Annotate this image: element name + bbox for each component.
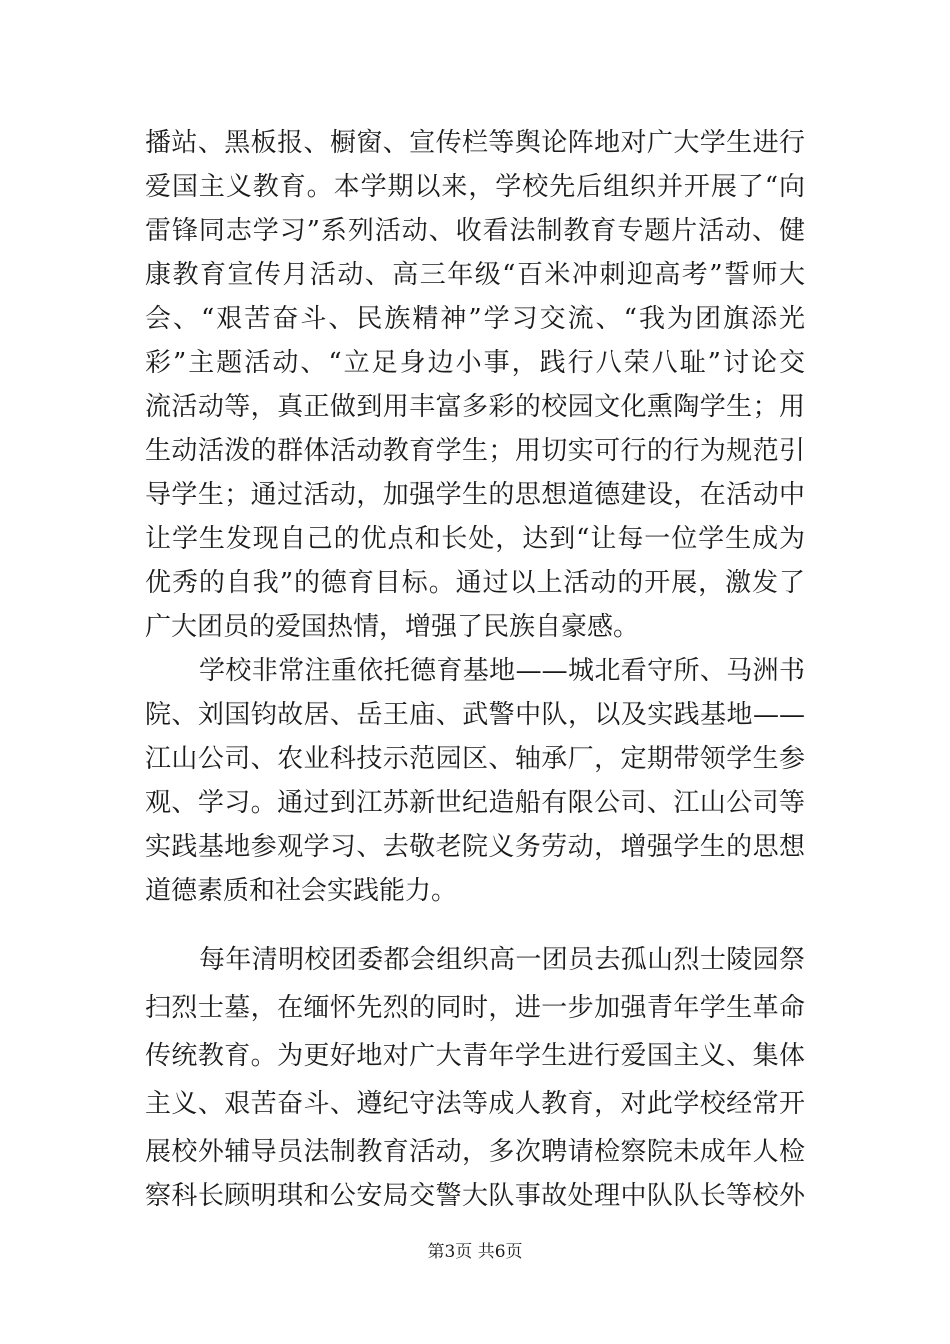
page-number-footer: 第3页 共6页: [427, 1242, 523, 1262]
paragraph-3-line: 每年清明校团委都会组织高一团员去孤山烈士陵园祭: [199, 945, 805, 975]
paragraph-2-line: 道德素质和社会实践能力。: [145, 876, 458, 906]
paragraph-2-line: 江山公司、农业科技示范园区、轴承厂，定期带领学生参: [145, 744, 805, 774]
paragraph-1-line: 流活动等，真正做到用丰富多彩的校园文化熏陶学生；用: [145, 392, 805, 422]
paragraph-2-line: 观、学习。通过到江苏新世纪造船有限公司、江山公司等: [145, 788, 805, 818]
paragraph-3-line: 展校外辅导员法制教育活动，多次聘请检察院未成年人检: [145, 1137, 805, 1167]
paragraph-1-line: 优秀的自我”的德育目标。通过以上活动的开展，激发了: [145, 568, 805, 598]
paragraph-1-line: 播站、黑板报、橱窗、宣传栏等舆论阵地对广大学生进行: [145, 128, 805, 158]
paragraph-1-line: 会、“艰苦奋斗、民族精神”学习交流、“我为团旗添光: [145, 304, 805, 334]
paragraph-1-line: 彩”主题活动、“立足身边小事，践行八荣八耻”讨论交: [145, 348, 805, 378]
paragraph-3-line: 扫烈士墓，在缅怀先烈的同时，进一步加强青年学生革命: [145, 993, 805, 1023]
paragraph-3-line: 察科长顾明琪和公安局交警大队事故处理中队队长等校外: [145, 1181, 805, 1211]
paragraph-1-line: 爱国主义教育。本学期以来，学校先后组织并开展了“向: [145, 172, 805, 202]
paragraph-3-line: 传统教育。为更好地对广大青年学生进行爱国主义、集体: [145, 1041, 805, 1071]
paragraph-1-line: 生动活泼的群体活动教育学生；用切实可行的行为规范引: [145, 436, 805, 466]
paragraph-2-line: 实践基地参观学习、去敬老院义务劳动，增强学生的思想: [145, 832, 805, 862]
paragraph-2-line: 院、刘国钧故居、岳王庙、武警中队，以及实践基地——: [145, 700, 805, 730]
paragraph-1-line: 康教育宣传月活动、高三年级“百米冲刺迎高考”誓师大: [145, 260, 805, 290]
paragraph-1-line: 让学生发现自己的优点和长处，达到“让每一位学生成为: [145, 524, 805, 554]
paragraph-3-line: 主义、艰苦奋斗、遵纪守法等成人教育，对此学校经常开: [145, 1089, 805, 1119]
paragraph-1-line: 导学生；通过活动，加强学生的思想道德建设，在活动中: [145, 480, 805, 510]
paragraph-1-line: 雷锋同志学习”系列活动、收看法制教育专题片活动、健: [145, 216, 805, 246]
paragraph-2-line: 学校非常注重依托德育基地——城北看守所、马洲书: [199, 656, 805, 686]
paragraph-1-line: 广大团员的爱国热情，增强了民族自豪感。: [145, 612, 640, 642]
